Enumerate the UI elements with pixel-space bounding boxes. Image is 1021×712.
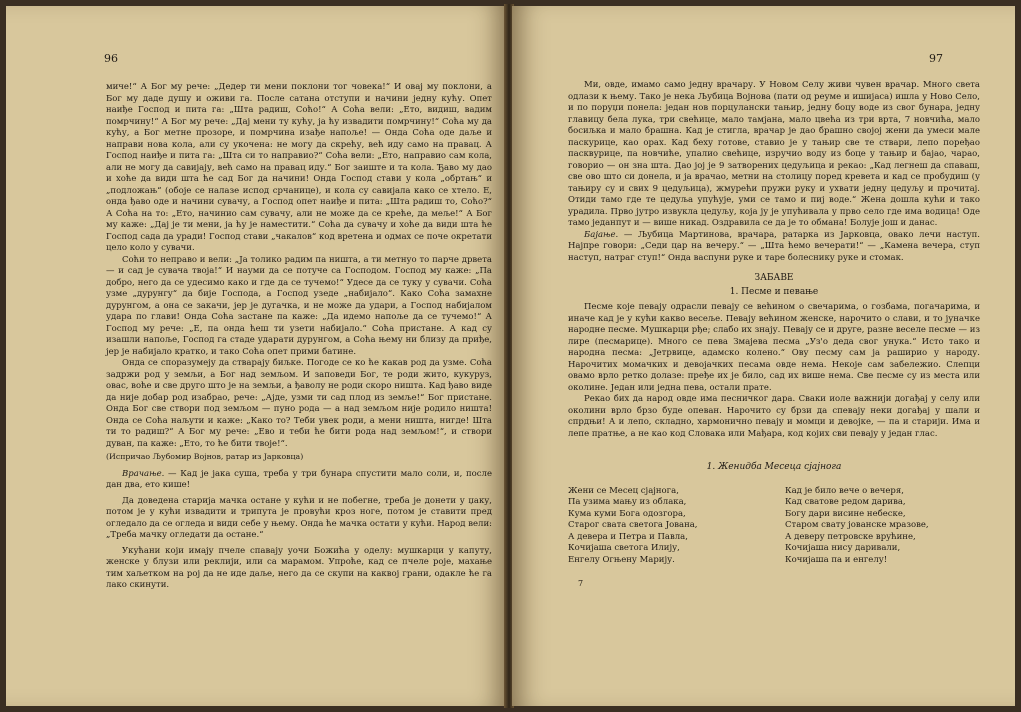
paragraph: мичe!“ А Бог му рече: „Дедер ти мени поклони тог човека!“ И овај му поклони, а Бог му даде душу и оживи га. После сатана отступи и начини једну кућу. Опет наиђе Господ и пита га: „Шта радиш, Соћо!“ А Соћа вели: „Ето, видиш, вадим помрчину!“ А Бог му рече: „Дај мени ту кућу, ја ћу извадити помрчину!“ Соћа му да кућу, а Бог метне прозоре, и помрчина изађе напоље! — Онда Соћа оде даље и направи нова кола, али су укочена: не могу да скрећу, већ иду само на правац. А Господ наиђе и пита га: „Шта си то направио?“ Соћа вели: „Ето, направио сам кола, али не могу да савијају, већ само на правац иду.“ Бог заиште и та кола. Ђаво му дао и хоће да види шта ће сад Бог да начини! Онда Господ стави у кола „обртањ“ и „подложањ“ (обоје се налазе испод срчанице), и кола су савијала како се хтело. Е, онда ђаво оде и начини сувачу, а Господ опет наиђе и пита: „Шта радиш то, Соћо?“ А Соћа на то: „Ето, начинио сам сувачу, али не може да се креће, да меље!“ А Бог му каже: „Дај је ти мени, ја ћу је наместити.“ Соћа да сувачу и хоће да види шта ће Господ сада да уради! Господ стави „чакалов“ код вретена и одмах се поче окретати цело коло у сувачи.	[106, 82, 492, 253]
paragraph	[568, 230, 980, 265]
poem-left-column	[568, 486, 763, 567]
paragraph: Ми, овде, имамо само једну врачару. У Новом Селу живи чувен врачар. Много света одлази к њему. Тако је нека Љубица Војнова (пати од реуме и ишијаса) ишла у Ново Село, и по поруџи понела: један нов порцулански тањир, једну боцу воде из свог бунара, једну главицу бела лука, три свећице, мало тамјана, мало цвећа из три врта, 7 новчића, мало босиљка и мало брашна. Кад је стигла, врачар је дао брашно својој жени да умеси мале паскурице, као орах. Кад беху готове, ставио је у тањир све те ствари, лепо поређао пасквурице, па новчиће, упалио свећице, изручио воду из боце у тањир и бајао, чарао, говорио — он зна шта. Дао јој је 9 затворених цедуљица и рекао: „Кад легнеш да спаваш, све ово што си донела, и ја врачао, метни на столицу поред кревета и кад се пробудиш (у тањиру су и свих 9 цедуљица), жмурећи пружи руку и ухвати једну цедуљу и прочитај. Отиди тамо где те цедуља упућује, уми се тамо и пиј воде.“ Жена дошла кући и тако урадила. Прво јутро извукла цедуљу, која ју је упућивала у прво село где има водица! Оде тамо једанпут и — више никад. Оздравила се да је то обмана! Болује још и данас.	[568, 80, 980, 228]
poem-right-column	[785, 486, 980, 567]
poem-line: А девера и Петра и Павла,	[568, 531, 688, 542]
paragraph-text: — Кад је јака суша, треба у три бунара спустити мало соли, и, после дан два, ето кише!	[106, 468, 492, 490]
narrator-credit: (Испричао Љубомир Војнов, ратар из Јарковца)	[106, 452, 304, 461]
poem	[568, 486, 980, 567]
paragraph: Укућани који имају пчеле спавају уочи Божића у оделу: мушкарци у капуту, женске у блузи или реклији, или са марамом. Упроће, кад се пчеле роје, махање тим хаљетком на рој да не иде даље, него да се скупи на каквој грани, одакле ће га лако скинути.	[106, 545, 492, 590]
poem-line: Старом свату јованске мразове,	[785, 520, 929, 530]
paragraph-text: — Љубица Мартинова, врачара, ратарка из Јарковца, овако лечи наступ. Најпре говори: „Седи цар на вечеру.“ — „Шта ћемо вечерати!“ — „Камена вечера, ступ наступ, натраг ступ!“ Онда васпуни руке и таре болеснику руке и стомак.	[568, 229, 980, 263]
page-number: 96	[104, 52, 118, 65]
right-page	[512, 6, 1015, 706]
poem-line: А деверу петровске врућине,	[785, 531, 916, 542]
poem-line: Старог свата светога Јована,	[568, 520, 698, 530]
poem-line: Кад сватове редом дарива,	[785, 497, 906, 507]
subsection-title: 1. Песме и певање	[729, 286, 819, 297]
poem-line: Жени се Месец сјајнога,	[568, 485, 679, 496]
paragraph: Да доведена старија мачка остане у кући и не побегне, треба је донети у џаку, потом је у кући извадити и трипута је провући кроз ноге, потом је ставити пред огледало да се огледа и види себе у њему. Онда ће мачка остати у кући. Народ вели: „Треба мачку огледати да остане.“	[106, 495, 492, 540]
poem-line: Кума куми Бога одозгора,	[568, 508, 686, 519]
poem-line: Енгелу Огњену Марију.	[568, 554, 675, 565]
poem-line: Богу дари висине небеске,	[785, 508, 906, 519]
poem-line: Кад је било вече о вечеря,	[785, 485, 904, 496]
paragraph: Рекао бих да народ овде има песничког дара. Сваки иоле важнији догађај у селу или околини врло брзо буде опеван. Нарочито су брзи да спевају неки догађај у шали и спрдњи! А и лепо, складно, хармонично певају и момци и девојке, — па и старији. Има и лепе пратње, а не као код Словака или Мађара, код којих сви певају у један глас.	[568, 394, 980, 439]
left-page	[6, 6, 506, 706]
right-text-column	[568, 80, 980, 590]
paragraph-lead: Бајање.	[584, 229, 619, 240]
section-title: ЗАБАВЕ	[754, 273, 794, 283]
paragraph-lead: Врачање.	[122, 468, 165, 479]
paragraph: Песме које певају одрасли певају се већином о свечарима, о гозбама, погачарима, и иначе кад је у кући какво весеље. Певају већином женске, нарочито о слави, и то јуначке народне песме. Мушкарци рђе; слабо их знају. Певају се и друге, разне веселе песме — из лире (песмарице). Много се пева Змајева песма „Уз'о деда свог унука.“ Исто тако и народна песма: „Јетрвице, адамско колено.“ Ову песму сам ја раширио у народу. Нарочитих момачких и девојачких песама овде нема. Некоје сам забележио. Слепци овамо врло ретко долазе: пређе их је било, сад их више нема. Све песме су из места или околине. Један или једна пева, остали прате.	[568, 302, 980, 393]
paragraph	[106, 469, 492, 492]
poem-title: 1. Женидба Месеца сјајнога	[706, 462, 842, 472]
poem-line: Кочијаша светога Илију,	[568, 543, 680, 553]
poem-line: Кочијаша нису даривали,	[785, 543, 901, 553]
paragraph: Соћи то неправо и вели: „Ја толико радим па ништа, а ти метнуо то парче дрвета — и сад је сувача твоја!“ И науми да се потуче са Господом. Господ му каже: „Па добро, него да се удесимо како и где да се тучемо!“ Удесе да се туку у сувачи. Соћа узме „дурунгу“ да бије Господа, а Господ узеде „набијало“. Како Соћа замахне дурунгом, а она се закачи, јер је дугачка, и не може да удари, а Господ набијалом удара по глави! Онда Соћа застане па каже: „Да идемо напоље да се тучемо!“ А Господ му рече: „Е, па онда ћеш ти узети набијало.“ Соћа пристане. А кад су изашли напоље, Господ га стаде ударати дурунгом, а Соћа њему ни близу да приђе, јер је набијало кратко, и тако Соћа опет прими батине.	[106, 254, 492, 357]
paragraph: Онда се споразумеју да стварају биљке. Погоде се ко ће какав род да узме. Соћа задржи род у земљи, а Бог над земљом. И заповеди Бог, те роди жито, кукуруз, овас, воће и све друго што је на земљи, а ђаволу не роди скоро ништа. Кад ђаво виде да није добар род изабрао, рече: „Ајде, узми ти сад плод из земље!“ Бог пристане. Онда Бог све створи под земљом — пуно рода — а над земљом није родило ништа! Онда се Соћа наљути и каже: „Како то? Теби увек роди, а мени ништа, нигде! Шта ти то радиш?“ А Бог му рече: „Ево и теби ће бити рода над земљом!“, и створи дуван, па каже: „Ето, то ће бити твоје!“.	[106, 358, 492, 449]
poem-line: Кочијаша па и енгелу!	[785, 554, 888, 565]
page-number: 97	[929, 52, 943, 65]
left-text-column	[106, 82, 492, 592]
poem-line: Па узима мању из облака,	[568, 497, 687, 507]
signature-mark: 7	[578, 579, 584, 588]
